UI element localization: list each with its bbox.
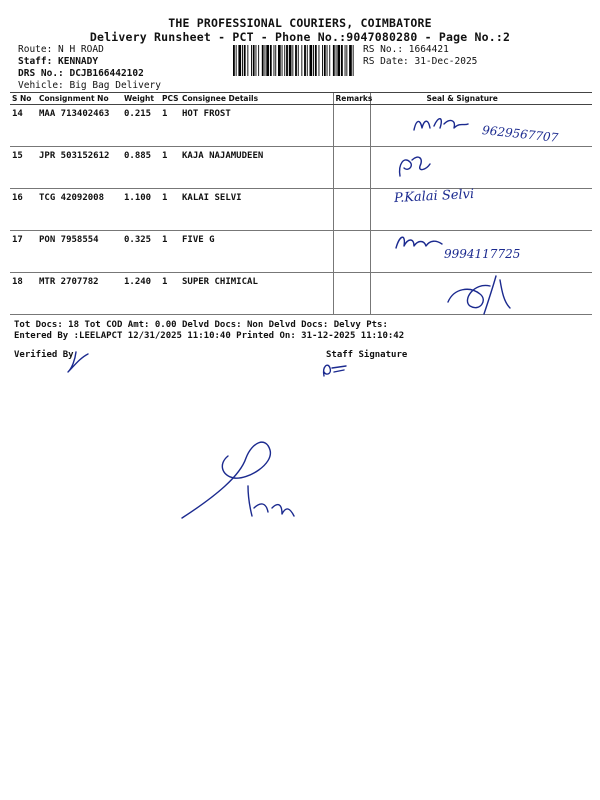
col-header-consignee: Consignee Details [180, 93, 333, 105]
cell-pcs: 1 [160, 231, 180, 273]
rs-date: RS Date: 31-Dec-2025 [363, 56, 478, 67]
col-header-signature: Seal & Signature [370, 93, 592, 105]
document-subtitle: Delivery Runsheet - PCT - Phone No.:9047080280 - Page No.:2 [89, 30, 511, 44]
cell-pcs: 1 [160, 273, 180, 315]
cell-weight: 0.325 [122, 231, 160, 273]
cell-consignment: TCG 42092008 [37, 189, 122, 231]
barcode-image [232, 45, 356, 76]
cell-pcs: 1 [160, 189, 180, 231]
staff-label: Staff: KENNADY [18, 56, 99, 67]
cell-pcs: 1 [160, 147, 180, 189]
table-row [10, 147, 592, 189]
cell-consignee: FIVE G [180, 231, 333, 273]
cell-remarks [333, 273, 370, 315]
cell-weight: 0.215 [122, 105, 160, 147]
staff-signature-mark [318, 358, 348, 380]
large-signature [176, 436, 296, 526]
signature-row-18 [440, 272, 520, 318]
col-header-pcs: PCS [162, 94, 179, 103]
cell-sno: 17 [10, 231, 37, 273]
drs-number: DRS No.: DCJB166442102 [18, 68, 144, 79]
table-header-row [10, 93, 592, 105]
cell-sno: 18 [10, 273, 37, 315]
cell-weight: 1.240 [122, 273, 160, 315]
cell-sno: 15 [10, 147, 37, 189]
verified-by-label: Verified By [14, 350, 74, 360]
cell-remarks [333, 147, 370, 189]
name-handwritten-row-16: P.Kalai Selvi [393, 186, 475, 207]
col-header-weight: Weight [122, 93, 160, 105]
cell-consignee: SUPER CHIMICAL [180, 273, 333, 315]
signature-row-15 [394, 150, 434, 182]
cell-remarks [333, 105, 370, 147]
cell-consignee: HOT FROST [180, 105, 333, 147]
phone-handwritten-row-17: 9994117725 [444, 247, 521, 261]
table-row [10, 189, 592, 231]
col-header-remarks: Remarks [333, 93, 370, 105]
totals-line: Tot Docs: 18 Tot COD Amt: 0.00 Delvd Docs: Non Delvd Docs: Delvy Pts: [14, 320, 388, 330]
document-title: THE PROFESSIONAL COURIERS, COIMBATORE [168, 16, 432, 30]
signature-row-14 [410, 112, 470, 136]
cell-sno: 16 [10, 189, 37, 231]
cell-remarks [333, 189, 370, 231]
staff-signature-label: Staff Signature [326, 350, 408, 360]
vehicle-label: Vehicle: Big Bag Delivery [18, 80, 161, 91]
cell-consignment: MAA 713402463 [37, 105, 122, 147]
signature-row-17 [392, 232, 446, 252]
cell-weight: 0.885 [122, 147, 160, 189]
cell-sno: 14 [10, 105, 37, 147]
col-header-consignment: Consignment No [37, 93, 122, 105]
cell-pcs: 1 [160, 105, 180, 147]
cell-consignee: KAJA NAJAMUDEEN [180, 147, 333, 189]
cell-remarks [333, 231, 370, 273]
entered-by-line: Entered By :LEELAPCT 12/31/2025 11:10:40 Printed On: 31-12-2025 11:10:42 [14, 331, 405, 341]
rs-number: RS No.: 1664421 [363, 44, 449, 55]
cell-consignee: KALAI SELVI [180, 189, 333, 231]
phone-handwritten-row-14: 9629567707 [481, 123, 559, 145]
route-label: Route: N H ROAD [18, 44, 104, 55]
cell-consignment: JPR 503152612 [37, 147, 122, 189]
cell-weight: 1.100 [122, 189, 160, 231]
verified-by-signature [66, 350, 90, 374]
cell-consignment: MTR 2707782 [37, 273, 122, 315]
col-header-sno: S No [10, 93, 37, 105]
cell-consignment: PON 7958554 [37, 231, 122, 273]
cell-signature [370, 105, 592, 147]
